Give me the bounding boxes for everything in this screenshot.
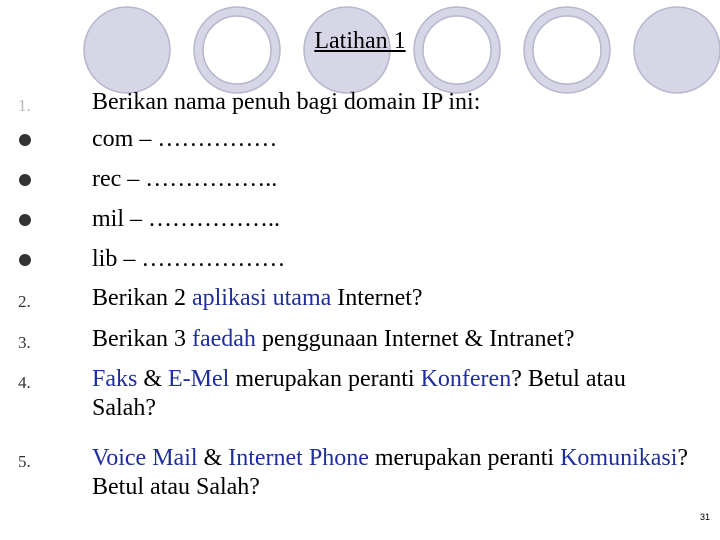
text-run: ? Betul atau Salah?	[92, 445, 689, 500]
text-run: Berikan nama penuh bagi domain IP ini:	[92, 89, 481, 115]
bullet-icon	[19, 134, 31, 146]
list-item-text	[92, 165, 692, 194]
page-number: 31	[699, 512, 710, 522]
highlighted-term: Voice Mail	[92, 445, 198, 471]
list-item-text	[92, 365, 692, 423]
text-run: Berikan 2	[92, 285, 192, 311]
slide-title: Latihan 1	[314, 28, 406, 54]
list-number: 4.	[18, 373, 31, 392]
highlighted-term: Komunikasi	[560, 445, 678, 471]
text-run: &	[137, 366, 169, 392]
text-run: penggunaan Internet & Intranet?	[255, 326, 575, 352]
bullet-icon	[19, 254, 31, 266]
text-run: rec – ……………..	[92, 166, 278, 192]
bullet-icon	[19, 174, 31, 186]
list-item-text	[92, 205, 692, 234]
highlighted-term: aplikasi utama	[191, 285, 332, 311]
list-item-text	[92, 88, 692, 117]
highlighted-term: Konferen	[420, 366, 512, 392]
text-run: lib – ………………	[92, 246, 286, 272]
highlighted-term: E-Mel	[168, 366, 230, 392]
list-number: 1.	[18, 96, 31, 115]
text-run: Internet?	[331, 285, 423, 311]
list-item-text	[92, 125, 692, 154]
list-number: 3.	[18, 333, 31, 352]
list-item-text	[92, 284, 692, 313]
list-item-text	[92, 444, 692, 502]
bullet-icon	[19, 214, 31, 226]
highlighted-term: faedah	[191, 326, 256, 352]
list-number: 2.	[18, 292, 31, 311]
text-run: merupakan peranti	[229, 366, 421, 392]
text-run: merupakan peranti	[368, 445, 561, 471]
highlighted-term: Faks	[92, 366, 138, 392]
list-number: 5.	[18, 452, 31, 471]
highlighted-term: Internet Phone	[228, 445, 369, 471]
list-item-text	[92, 245, 692, 274]
text-run: mil – ……………..	[92, 206, 281, 232]
list-item-text	[92, 325, 692, 354]
text-run: com – ……………	[92, 126, 278, 152]
text-run: Berikan 3	[92, 326, 192, 352]
text-run: &	[197, 445, 229, 471]
text-run: ? Betul atau Salah?	[92, 366, 626, 421]
